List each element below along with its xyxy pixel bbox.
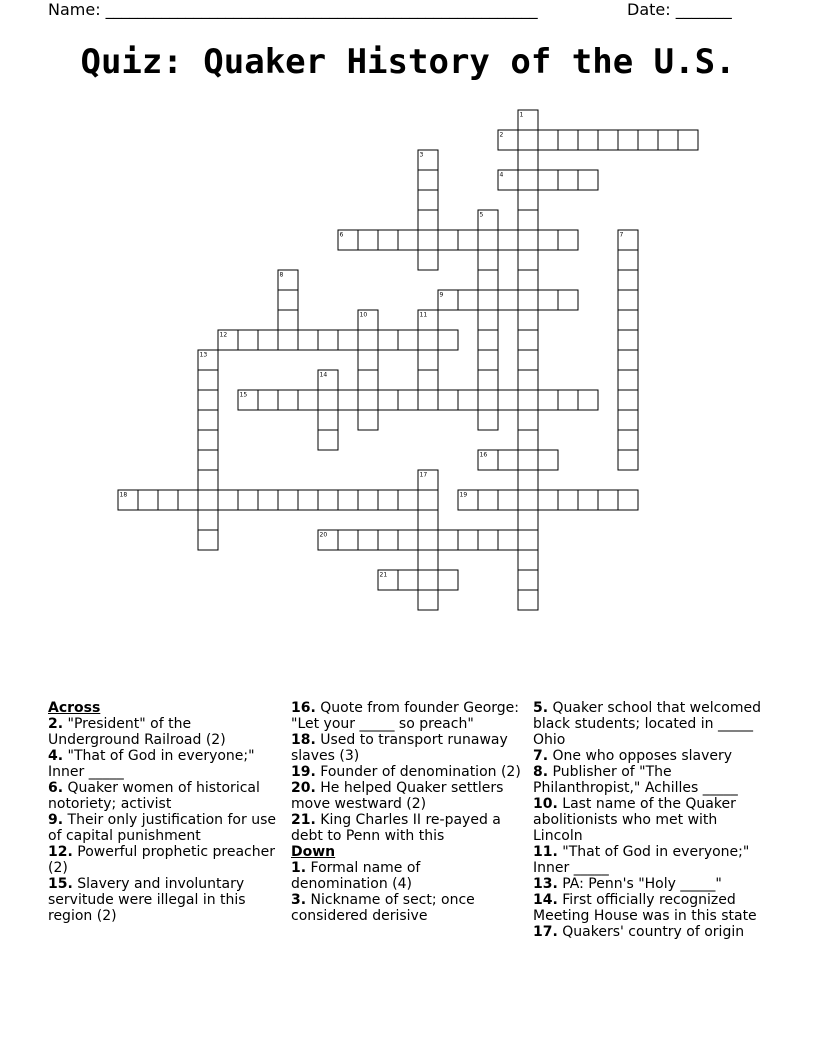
- grid-cell[interactable]: [278, 330, 298, 350]
- clue-number: 2.: [48, 716, 64, 732]
- grid-cell[interactable]: [558, 170, 578, 190]
- clue-text: "That of God in everyone;" Inner _____: [533, 844, 750, 876]
- grid-cell[interactable]: [518, 490, 538, 510]
- grid-cell[interactable]: [478, 490, 498, 510]
- grid-cell[interactable]: [518, 510, 538, 530]
- grid-cell[interactable]: [378, 390, 398, 410]
- grid-cell[interactable]: [518, 330, 538, 350]
- clues-column-2: [291, 700, 521, 924]
- clue-item: [48, 780, 278, 812]
- clue-item: [291, 780, 521, 812]
- grid-cell[interactable]: [418, 510, 438, 530]
- grid-cell[interactable]: [458, 390, 478, 410]
- grid-cell[interactable]: [418, 550, 438, 570]
- clue-item: [533, 892, 763, 924]
- grid-cell[interactable]: [478, 290, 498, 310]
- grid-cell[interactable]: [338, 490, 358, 510]
- grid-number: 12: [219, 331, 228, 339]
- clue-number: 7.: [533, 748, 549, 764]
- clue-item: [291, 812, 521, 844]
- grid-cell[interactable]: [398, 490, 418, 510]
- clue-text: Their only justification for use of capital punishment: [48, 812, 276, 844]
- grid-cell[interactable]: [378, 490, 398, 510]
- clue-text: Founder of denomination (2): [315, 764, 521, 780]
- grid-cell[interactable]: [618, 450, 638, 470]
- grid-cell[interactable]: [538, 130, 558, 150]
- grid-cell[interactable]: [198, 450, 218, 470]
- grid-cell[interactable]: [318, 390, 338, 410]
- grid-number: 10: [359, 311, 368, 319]
- grid-cell[interactable]: [618, 390, 638, 410]
- grid-number: 6: [339, 231, 344, 239]
- grid-cell[interactable]: [438, 390, 458, 410]
- clue-number: 11.: [533, 844, 558, 860]
- grid-cell[interactable]: [318, 410, 338, 430]
- grid-cell[interactable]: [518, 570, 538, 590]
- grid-cell[interactable]: [578, 490, 598, 510]
- grid-cell[interactable]: [338, 330, 358, 350]
- grid-cell[interactable]: [398, 330, 418, 350]
- grid-cell[interactable]: [418, 170, 438, 190]
- clue-text: PA: Penn's "Holy _____": [557, 876, 722, 892]
- grid-cell[interactable]: [498, 530, 518, 550]
- grid-cell[interactable]: [358, 370, 378, 390]
- grid-cell[interactable]: [538, 290, 558, 310]
- grid-cell[interactable]: [518, 310, 538, 330]
- clue-number: 4.: [48, 748, 64, 764]
- grid-cell[interactable]: [518, 130, 538, 150]
- clue-item: [533, 844, 763, 876]
- grid-number: 4: [499, 171, 504, 179]
- clue-number: 14.: [533, 892, 558, 908]
- grid-cell[interactable]: [198, 530, 218, 550]
- clue-item: [533, 748, 763, 764]
- grid-cell[interactable]: [418, 350, 438, 370]
- grid-cell[interactable]: [418, 530, 438, 550]
- clue-text: First officially recognized Meeting House was in this state: [533, 892, 757, 924]
- grid-cell[interactable]: [518, 390, 538, 410]
- grid-cell[interactable]: [438, 570, 458, 590]
- grid-cell[interactable]: [198, 390, 218, 410]
- clue-text: King Charles II re-payed a debt to Penn with this: [291, 812, 501, 844]
- clues-column-1: [48, 700, 278, 924]
- grid-cell[interactable]: [198, 490, 218, 510]
- grid-cell[interactable]: [278, 290, 298, 310]
- grid-cell[interactable]: [478, 390, 498, 410]
- clue-number: 20.: [291, 780, 316, 796]
- grid-cell[interactable]: [518, 170, 538, 190]
- clue-number: 13.: [533, 876, 558, 892]
- clue-text: Nickname of sect; once considered derisive: [291, 892, 475, 924]
- grid-cell[interactable]: [218, 490, 238, 510]
- clue-number: 3.: [291, 892, 307, 908]
- grid-cell[interactable]: [538, 490, 558, 510]
- grid-cell[interactable]: [198, 370, 218, 390]
- grid-cell[interactable]: [518, 470, 538, 490]
- date-field-label: Date: _______: [627, 0, 732, 19]
- clue-text: One who opposes slavery: [548, 748, 733, 764]
- clue-item: [533, 924, 763, 940]
- grid-cell[interactable]: [418, 390, 438, 410]
- grid-cell[interactable]: [458, 230, 478, 250]
- grid-cell[interactable]: [558, 130, 578, 150]
- grid-cell[interactable]: [558, 490, 578, 510]
- grid-cell[interactable]: [258, 490, 278, 510]
- grid-cell[interactable]: [278, 390, 298, 410]
- grid-number: 9: [439, 291, 444, 299]
- grid-number: 11: [419, 311, 428, 319]
- clue-number: 16.: [291, 700, 316, 716]
- clues-column-3: [533, 700, 763, 940]
- grid-cell[interactable]: [418, 250, 438, 270]
- grid-number: 21: [379, 571, 388, 579]
- grid-cell[interactable]: [518, 190, 538, 210]
- grid-cell[interactable]: [358, 490, 378, 510]
- page-title: Quiz: Quaker History of the U.S.: [80, 42, 736, 82]
- grid-cell[interactable]: [398, 390, 418, 410]
- grid-cell[interactable]: [518, 270, 538, 290]
- grid-cell[interactable]: [478, 410, 498, 430]
- grid-cell[interactable]: [518, 210, 538, 230]
- grid-cell[interactable]: [518, 230, 538, 250]
- grid-cell[interactable]: [618, 270, 638, 290]
- clue-item: [291, 700, 521, 732]
- grid-cell[interactable]: [498, 390, 518, 410]
- grid-number: 8: [279, 271, 284, 279]
- grid-cell[interactable]: [298, 490, 318, 510]
- grid-number: 14: [319, 371, 328, 379]
- grid-cell[interactable]: [678, 130, 698, 150]
- grid-number: 1: [519, 111, 524, 119]
- grid-number: 16: [479, 451, 488, 459]
- grid-cell[interactable]: [498, 490, 518, 510]
- grid-cell[interactable]: [158, 490, 178, 510]
- clue-number: 9.: [48, 812, 64, 828]
- grid-cell[interactable]: [478, 310, 498, 330]
- grid-cell[interactable]: [438, 330, 458, 350]
- grid-cell[interactable]: [478, 330, 498, 350]
- clue-number: 12.: [48, 844, 73, 860]
- clue-text: Powerful prophetic preacher (2): [48, 844, 275, 876]
- grid-cell[interactable]: [478, 530, 498, 550]
- grid-cell[interactable]: [358, 230, 378, 250]
- clue-item: [533, 700, 763, 748]
- clue-item: [533, 796, 763, 844]
- grid-cell[interactable]: [318, 330, 338, 350]
- grid-cell[interactable]: [178, 490, 198, 510]
- grid-cell[interactable]: [198, 470, 218, 490]
- clue-number: 17.: [533, 924, 558, 940]
- grid-cell[interactable]: [478, 370, 498, 390]
- grid-cell[interactable]: [418, 190, 438, 210]
- grid-cell[interactable]: [618, 370, 638, 390]
- grid-cell[interactable]: [518, 250, 538, 270]
- clue-number: 15.: [48, 876, 73, 892]
- grid-cell[interactable]: [458, 530, 478, 550]
- grid-cell[interactable]: [358, 530, 378, 550]
- down-heading: Down: [291, 844, 336, 860]
- grid-cell[interactable]: [518, 370, 538, 390]
- grid-cell[interactable]: [338, 390, 358, 410]
- grid-cell[interactable]: [618, 310, 638, 330]
- clue-text: Formal name of denomination (4): [291, 860, 421, 892]
- grid-cell[interactable]: [418, 370, 438, 390]
- clue-item: [291, 732, 521, 764]
- grid-cell[interactable]: [478, 250, 498, 270]
- grid-cell[interactable]: [378, 330, 398, 350]
- name-field-label: Name: ______________________________________________________: [48, 0, 538, 19]
- grid-cell[interactable]: [258, 330, 278, 350]
- grid-number: 15: [239, 391, 248, 399]
- grid-cell[interactable]: [658, 130, 678, 150]
- grid-cell[interactable]: [598, 130, 618, 150]
- grid-cell[interactable]: [318, 490, 338, 510]
- grid-cell[interactable]: [418, 210, 438, 230]
- grid-cell[interactable]: [298, 390, 318, 410]
- grid-cell[interactable]: [238, 490, 258, 510]
- grid-cell[interactable]: [358, 350, 378, 370]
- grid-cell[interactable]: [518, 410, 538, 430]
- across-heading: Across: [48, 700, 101, 716]
- grid-cell[interactable]: [278, 490, 298, 510]
- grid-cell[interactable]: [418, 590, 438, 610]
- grid-cell[interactable]: [518, 150, 538, 170]
- grid-number: 18: [119, 491, 128, 499]
- grid-cell[interactable]: [638, 130, 658, 150]
- grid-cell[interactable]: [558, 230, 578, 250]
- clue-number: 10.: [533, 796, 558, 812]
- grid-cell[interactable]: [618, 410, 638, 430]
- grid-cell[interactable]: [438, 230, 458, 250]
- grid-cell[interactable]: [518, 550, 538, 570]
- grid-cell[interactable]: [478, 350, 498, 370]
- grid-number: 17: [419, 471, 428, 479]
- clue-item: [291, 764, 521, 780]
- grid-cell[interactable]: [538, 170, 558, 190]
- grid-cell[interactable]: [538, 230, 558, 250]
- clue-text: Quaker school that welcomed black students; located in _____ Ohio: [533, 700, 761, 748]
- clue-text: Quaker women of historical notoriety; activist: [48, 780, 260, 812]
- grid-cell[interactable]: [498, 450, 518, 470]
- grid-cell[interactable]: [438, 530, 458, 550]
- clue-text: Quakers' country of origin: [557, 924, 745, 940]
- grid-cell[interactable]: [618, 350, 638, 370]
- grid-cell[interactable]: [378, 530, 398, 550]
- grid-number: 3: [419, 151, 424, 159]
- clue-text: Last name of the Quaker abolitionists who met with Lincoln: [533, 796, 736, 844]
- clue-item: [533, 764, 763, 796]
- clue-number: 5.: [533, 700, 549, 716]
- clue-item: [533, 876, 763, 892]
- clue-item: [48, 812, 278, 844]
- grid-cell[interactable]: [518, 290, 538, 310]
- grid-cell[interactable]: [578, 170, 598, 190]
- grid-number: 13: [199, 351, 208, 359]
- clue-item: [48, 716, 278, 748]
- grid-cell[interactable]: [618, 490, 638, 510]
- grid-cell[interactable]: [518, 590, 538, 610]
- grid-cell[interactable]: [478, 270, 498, 290]
- grid-cell[interactable]: [618, 130, 638, 150]
- grid-cell[interactable]: [398, 530, 418, 550]
- clue-number: 8.: [533, 764, 549, 780]
- grid-cell[interactable]: [618, 250, 638, 270]
- clue-number: 21.: [291, 812, 316, 828]
- clue-item: [291, 860, 521, 892]
- grid-cell[interactable]: [478, 230, 498, 250]
- clue-text: Quote from founder George: "Let your _____ so preach": [291, 700, 520, 732]
- grid-cell[interactable]: [598, 490, 618, 510]
- clue-item: [48, 876, 278, 924]
- grid-cell[interactable]: [138, 490, 158, 510]
- clue-item: [48, 748, 278, 780]
- clue-text: He helped Quaker settlers move westward (2): [291, 780, 504, 812]
- clue-item: [291, 892, 521, 924]
- clue-text: "That of God in everyone;" Inner _____: [48, 748, 255, 780]
- grid-cell[interactable]: [258, 390, 278, 410]
- grid-cell[interactable]: [518, 430, 538, 450]
- grid-number: 7: [619, 231, 624, 239]
- grid-cell[interactable]: [298, 330, 318, 350]
- grid-cell[interactable]: [458, 290, 478, 310]
- clue-text: Used to transport runaway slaves (3): [291, 732, 508, 764]
- clue-number: 1.: [291, 860, 307, 876]
- clue-text: "President" of the Underground Railroad (2): [48, 716, 226, 748]
- grid-cell[interactable]: [558, 290, 578, 310]
- grid-cell[interactable]: [518, 350, 538, 370]
- grid-cell[interactable]: [498, 290, 518, 310]
- clue-number: 19.: [291, 764, 316, 780]
- grid-number: 2: [499, 131, 504, 139]
- grid-cell[interactable]: [418, 570, 438, 590]
- grid-cell[interactable]: [538, 390, 558, 410]
- grid-cell[interactable]: [618, 430, 638, 450]
- grid-cell[interactable]: [398, 230, 418, 250]
- clue-text: Publisher of "The Philanthropist," Achilles _____: [533, 764, 738, 796]
- grid-cell[interactable]: [198, 410, 218, 430]
- grid-number: 5: [479, 211, 484, 219]
- grid-cell[interactable]: [618, 290, 638, 310]
- grid-cell[interactable]: [418, 330, 438, 350]
- clue-number: 18.: [291, 732, 316, 748]
- grid-cell[interactable]: [198, 510, 218, 530]
- grid-cell[interactable]: [338, 530, 358, 550]
- grid-cell[interactable]: [418, 490, 438, 510]
- grid-cell[interactable]: [578, 390, 598, 410]
- grid-cell[interactable]: [358, 390, 378, 410]
- grid-cell[interactable]: [538, 450, 558, 470]
- grid-cell[interactable]: [518, 530, 538, 550]
- grid-cell[interactable]: [398, 570, 418, 590]
- grid-cell[interactable]: [378, 230, 398, 250]
- grid-cell[interactable]: [498, 230, 518, 250]
- grid-cell[interactable]: [558, 390, 578, 410]
- clue-item: [48, 844, 278, 876]
- grid-cell[interactable]: [578, 130, 598, 150]
- grid-cell[interactable]: [518, 450, 538, 470]
- grid-cell[interactable]: [358, 410, 378, 430]
- grid-number: 19: [459, 491, 468, 499]
- grid-number: 20: [319, 531, 328, 539]
- clue-number: 6.: [48, 780, 64, 796]
- grid-cell[interactable]: [618, 330, 638, 350]
- grid-cell[interactable]: [418, 230, 438, 250]
- grid-cell[interactable]: [238, 330, 258, 350]
- clue-text: Slavery and involuntary servitude were illegal in this region (2): [48, 876, 246, 924]
- grid-cell[interactable]: [198, 430, 218, 450]
- grid-cell[interactable]: [318, 430, 338, 450]
- grid-cell[interactable]: [278, 310, 298, 330]
- grid-cell[interactable]: [358, 330, 378, 350]
